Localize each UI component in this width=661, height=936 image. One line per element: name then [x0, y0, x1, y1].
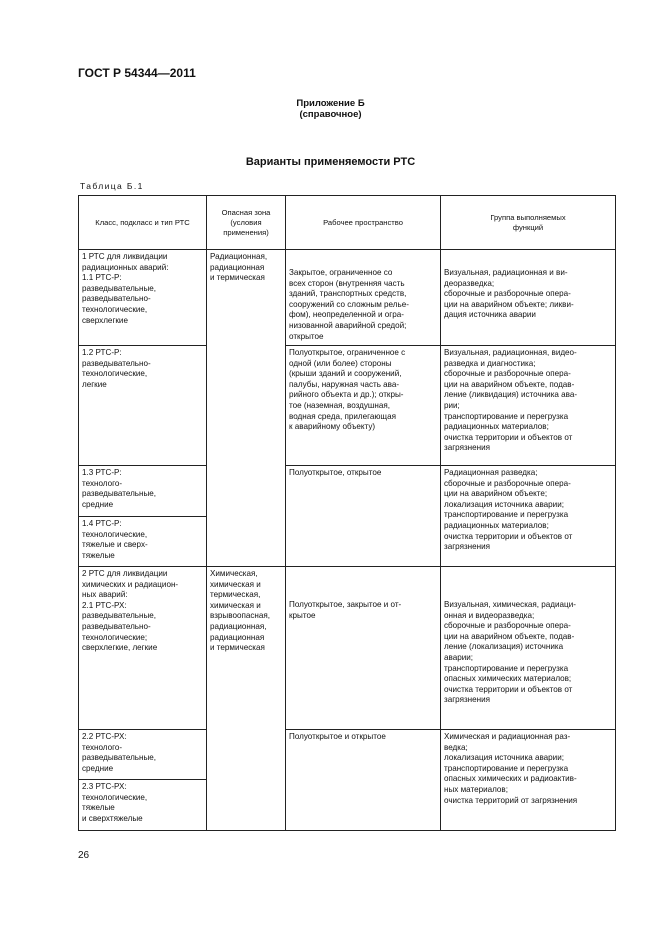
cell-line: локализация источника аварии; — [444, 499, 564, 509]
cell-line: 1.3 РТС-Р: — [82, 468, 122, 477]
cell-line: рии; — [444, 400, 460, 410]
cell-line: Полуоткрытое, ограниченное с — [289, 348, 406, 357]
cell-line: радиационных материалов; — [444, 520, 549, 530]
cell-line: 2.1 РТС-РХ: — [82, 600, 127, 610]
cell-line: сверхлегкие — [82, 315, 128, 325]
table-row — [79, 567, 616, 730]
cell-line: Визуальная, химическая, радиаци- — [444, 600, 576, 609]
cell-line: Радиационная, — [210, 252, 268, 261]
cell-line: тяжелые — [82, 803, 115, 813]
cell-functions-1-3-1-4 — [441, 466, 616, 567]
cell-space-2-2-2-3: Полуоткрытое и открытое — [286, 730, 441, 831]
cell-class-1-3 — [79, 466, 207, 517]
cell-line: водная среда, прилегающая — [289, 411, 396, 421]
cell-line: ных материалов; — [444, 784, 508, 794]
cell-line: сверхлегкие, легкие — [82, 643, 158, 653]
cell-line: сборочные и разборочные опера- — [444, 478, 571, 488]
cell-line: технологические, — [82, 304, 148, 314]
cell-line: ление (ликвидация) источника ава- — [444, 390, 578, 400]
cell-line: разведывательно- — [82, 621, 151, 631]
cell-line: и сверхтяжелые — [82, 813, 143, 823]
cell-class-1-1 — [79, 250, 207, 346]
cell-line: химическая и — [210, 600, 261, 610]
cell-functions-1-1 — [441, 250, 616, 346]
cell-line: фом), неопределенной и огра- — [289, 310, 404, 320]
cell-line: технологические, — [82, 529, 148, 539]
cell-line: химических и радиацион- — [82, 579, 179, 589]
appendix-title: Приложение Б — [296, 98, 365, 109]
cell-line: ции на аварийном объекте; ликви- — [444, 299, 574, 309]
cell-line: радиационная — [210, 632, 265, 642]
cell-line: Группа выполняемых — [490, 212, 566, 222]
cell-line: тое (наземная, воздушная, — [289, 400, 390, 410]
cell-line: 1 РТС для ликвидации — [82, 252, 168, 261]
cell-line: опасных химических и радиоактив- — [444, 774, 577, 784]
cell-line: термическая, — [210, 590, 261, 600]
header-space: Рабочее пространство — [286, 196, 441, 250]
page-number: 26 — [78, 850, 90, 861]
cell-line: технолого- — [82, 478, 123, 488]
header-functions — [441, 196, 616, 250]
cell-line: технологические, — [82, 792, 148, 802]
cell-line: (крыши зданий и сооружений, — [289, 369, 402, 379]
cell-line: онная и видеоразведка; — [444, 610, 535, 620]
cell-line: разведка и диагностика; — [444, 358, 536, 368]
cell-line: сборочные и разборочные опера- — [444, 289, 571, 299]
cell-line: технологические, — [82, 369, 148, 379]
cell-line: транспортирование и перегрузка — [444, 763, 569, 773]
table-row — [79, 250, 616, 346]
cell-line: очистка территории и объектов от — [444, 684, 573, 694]
cell-class-1-2 — [79, 346, 207, 466]
cell-line: крытое — [289, 610, 316, 620]
cell-line: сборочные и разборочные опера- — [444, 621, 571, 631]
appendix-note: (справочное) — [299, 109, 362, 120]
cell-line: взрывоопасная, — [210, 611, 270, 621]
cell-line: разведывательно- — [82, 294, 151, 304]
cell-class-2-3 — [79, 780, 207, 831]
cell-line: ведка; — [444, 742, 468, 752]
cell-space-1-1 — [286, 250, 441, 346]
header-class: Класс, подкласс и тип РТС — [79, 196, 207, 250]
cell-line: разведывательные, — [82, 753, 157, 763]
cell-class-2-2 — [79, 730, 207, 780]
cell-line: легкие — [82, 379, 107, 389]
cell-line: разведывательные, — [82, 611, 157, 621]
cell-line: открытое — [289, 331, 324, 341]
cell-line: загрязнения — [444, 443, 491, 453]
cell-line: Радиационная разведка; — [444, 468, 538, 477]
cell-line: рийного объекта и др.); откры- — [289, 390, 404, 400]
cell-line: загрязнения — [444, 542, 491, 552]
cell-line: Визуальная, радиационная и ви- — [444, 268, 568, 277]
cell-line: транспортирование и перегрузка — [444, 663, 569, 673]
cell-functions-2-1 — [441, 567, 616, 730]
cell-line: Визуальная, радиационная, видео- — [444, 348, 577, 357]
cell-functions-2-2-2-3 — [441, 730, 616, 831]
cell-line: ление (локализация) источника — [444, 642, 564, 652]
cell-line: Опасная зона — [221, 207, 271, 217]
cell-line: радиационная — [210, 262, 265, 272]
cell-line: дация источника аварии — [444, 310, 536, 320]
cell-line: ции на аварийном объекте, подав- — [444, 379, 575, 389]
cell-zone-chemical — [207, 567, 286, 831]
cell-line: технологические; — [82, 632, 148, 642]
cell-space-2-1 — [286, 567, 441, 730]
cell-line: 1.2 РТС-Р: — [82, 348, 122, 357]
cell-line: ных аварий: — [82, 590, 128, 600]
cell-line: Химическая и радиационная раз- — [444, 732, 571, 741]
cell-line: всех сторон (внутренняя часть — [289, 278, 405, 288]
cell-functions-1-2 — [441, 346, 616, 466]
cell-line: средние — [82, 763, 114, 773]
cell-line: зданий, транспортных средств, — [289, 289, 407, 299]
table-row — [79, 730, 616, 780]
table-row — [79, 466, 616, 517]
cell-class-2-1 — [79, 567, 207, 730]
cell-line: 2 РТС для ликвидации — [82, 569, 168, 578]
cell-space-1-3-1-4: Полуоткрытое, открытое — [286, 466, 441, 567]
cell-line: очистка территории и объектов от — [444, 432, 573, 442]
cell-space-1-2 — [286, 346, 441, 466]
cell-line: применения) — [223, 227, 269, 237]
cell-line: радиационных аварий: — [82, 262, 169, 272]
cell-line: сооружений со сложным релье- — [289, 299, 409, 309]
cell-line: ции на аварийном объекте, подав- — [444, 631, 575, 641]
cell-line: (условия — [230, 217, 262, 227]
cell-line: транспортирование и перегрузка — [444, 510, 569, 520]
cell-line: радиационная, — [210, 621, 267, 631]
table-row — [79, 346, 616, 466]
cell-line: средние — [82, 499, 114, 509]
table-label: Таблица Б.1 — [80, 181, 144, 191]
cell-line: технолого- — [82, 742, 123, 752]
section-title: Варианты применяемости РТС — [245, 156, 416, 168]
cell-line: Закрытое, ограниченное со — [289, 268, 393, 277]
cell-line: химическая и — [210, 579, 261, 589]
applicability-table — [78, 195, 616, 831]
cell-line: 1.1 РТС-Р: — [82, 273, 122, 283]
cell-zone-radiation — [207, 250, 286, 567]
cell-line: палубы, наружная часть ава- — [289, 379, 400, 389]
header-zone — [207, 196, 286, 250]
cell-line: аварии; — [444, 652, 474, 662]
cell-line: разведывательные, — [82, 283, 157, 293]
cell-line: 1.4 РТС-Р: — [82, 519, 122, 528]
cell-line: тяжелые и сверх- — [82, 540, 148, 550]
cell-line: радиационных материалов; — [444, 422, 549, 432]
cell-line: и термическая — [210, 643, 265, 653]
table-header-row — [79, 196, 616, 250]
cell-line: очистка территорий от загрязнения — [444, 795, 578, 805]
cell-line: транспортирование и перегрузка — [444, 411, 569, 421]
cell-line: и термическая — [210, 273, 265, 283]
cell-line: локализация источника аварии; — [444, 753, 564, 763]
cell-line: разведывательные, — [82, 489, 157, 499]
cell-line: одной (или более) стороны — [289, 358, 392, 368]
cell-line: 2.2 РТС-РХ: — [82, 732, 127, 741]
cell-line: опасных химических материалов; — [444, 674, 572, 684]
cell-line: к аварийному объекту) — [289, 422, 376, 432]
cell-line: загрязнения — [444, 695, 491, 705]
appendix-heading — [0, 98, 661, 120]
cell-line: деоразведка; — [444, 278, 495, 288]
cell-line: ции на аварийном объекте; — [444, 489, 548, 499]
cell-line: 2.3 РТС-РХ: — [82, 782, 127, 791]
cell-line: функций — [512, 222, 544, 232]
cell-line: Химическая, — [210, 569, 258, 578]
cell-class-1-4 — [79, 517, 207, 567]
cell-line: низованной аварийной средой; — [289, 320, 407, 330]
document-standard-header: ГОСТ Р 54344—2011 — [78, 66, 196, 80]
cell-line: Полуоткрытое, закрытое и от- — [289, 600, 402, 609]
cell-line: разведывательно- — [82, 358, 151, 368]
cell-line: сборочные и разборочные опера- — [444, 369, 571, 379]
cell-line: тяжелые — [82, 550, 115, 560]
cell-line: очистка территории и объектов от — [444, 531, 573, 541]
